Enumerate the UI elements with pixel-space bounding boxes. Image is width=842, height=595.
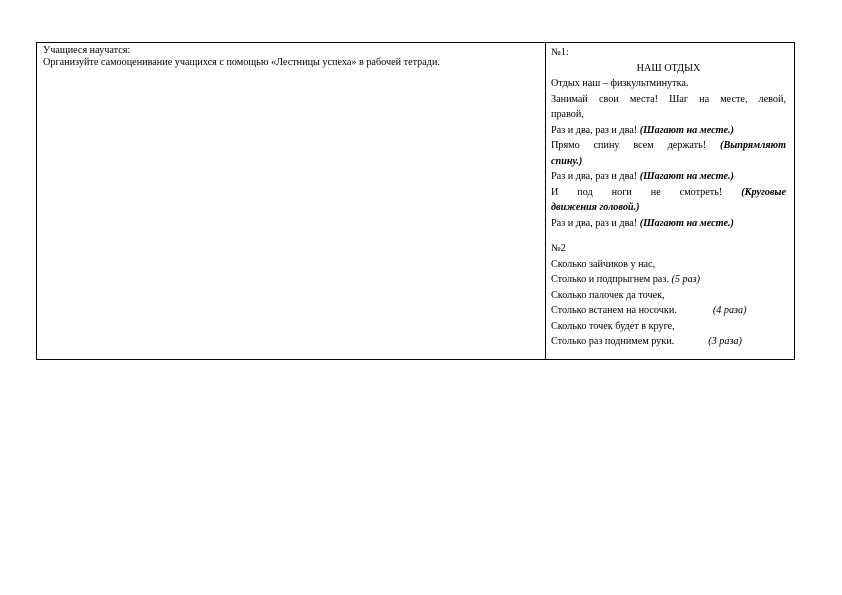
stage-direction: (Шагают на месте.)	[639, 124, 734, 136]
verse-text: Столько встанем на носочки.	[551, 305, 677, 316]
verse-text: Раз и два, раз и два!	[551, 171, 638, 182]
stage-direction: (Шагают на месте.)	[639, 217, 734, 229]
exercise-2-line: Сколько зайчиков у нас,	[551, 258, 656, 270]
stage-direction: движения головой.)	[551, 202, 640, 213]
verse-text: Раз и два, раз и два!	[551, 124, 638, 136]
exercise-1-title: НАШ ОТДЫХ	[636, 62, 701, 74]
repetition-count: (5 раз)	[671, 274, 701, 285]
exercise-1-line	[551, 138, 786, 154]
verse-text: Столько и подпрыгнем раз.	[551, 274, 669, 285]
exercise-2-line	[551, 334, 786, 350]
exercise-1-line: Занимай свои места! Шаг на месте, левой,	[551, 93, 786, 105]
spacer	[551, 231, 786, 241]
verse-text: Раз и два, раз и два!	[551, 217, 638, 229]
exercise-1-line	[551, 123, 786, 139]
lesson-table	[36, 42, 795, 360]
exercise-2-line: Сколько палочек да точек,	[551, 289, 665, 301]
stage-direction: (Шагают на месте.)	[639, 171, 734, 182]
exercise-1-line	[551, 216, 786, 232]
exercise-2-line: Сколько точек будет в круге,	[551, 320, 675, 332]
stage-direction: (Круговые	[741, 186, 786, 198]
self-assessment-instruction: Организуйте самооценивание учащихся с помощью «Лестницы успеха» в рабочей тетради.	[43, 57, 440, 68]
repetition-count: (3 раза)	[708, 336, 742, 347]
exercise-1-line	[551, 185, 786, 201]
table-cell-right	[546, 43, 794, 359]
verse-text: Прямо спину всем держать!	[551, 140, 707, 151]
exercise-2-number: №2	[551, 243, 566, 254]
exercise-1-line	[551, 169, 786, 185]
exercise-1-line: Отдых наш – физкультминутка.	[551, 78, 689, 89]
verse-text: Столько раз поднимем руки.	[551, 336, 675, 347]
repetition-count: (4 раза)	[712, 305, 747, 316]
table-cell-left	[37, 43, 546, 359]
learning-outcome-heading: Учащиеся научатся:	[43, 45, 131, 56]
stage-direction: спину.)	[551, 155, 583, 167]
exercise-1-number: №1:	[551, 47, 569, 58]
exercise-2-line	[551, 303, 786, 319]
verse-text: И под ноги не смотреть!	[551, 186, 723, 198]
exercise-1-line: правой,	[551, 109, 584, 120]
exercise-2-line	[551, 272, 786, 288]
stage-direction: (Выпрямляют	[720, 140, 786, 151]
